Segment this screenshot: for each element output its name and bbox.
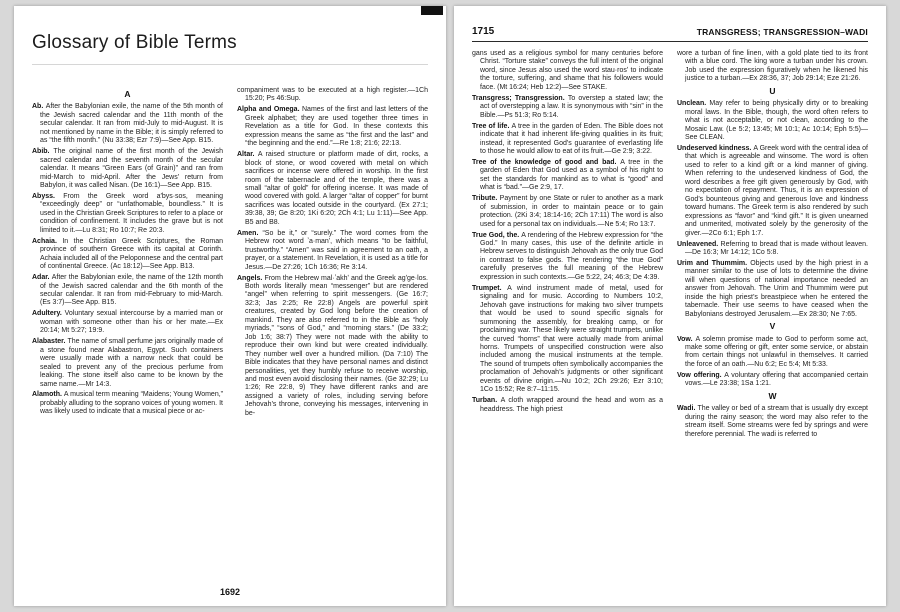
right-page-columns (472, 50, 868, 442)
section-letter: W (768, 390, 777, 401)
entry-term: Urim and Thummim. (677, 259, 751, 267)
glossary-entry: Unclean. May refer to being physically dirty or to breaking moral laws. In the Bible, though, the word often refers to what is not acceptable, or not clean, according to the Mosaic Law. (Le 5:2; 13:45; Mt 10:1; Ac 10:14; Eph 5:5)—See CLEAN. (677, 100, 868, 142)
glossary-entry: Abyss. From the Greek word a′bys·sos, meaning “exceedingly deep” or “unfathomable, boundless.” It is used in the Christian Greek Scriptures to refer to a place or condition of confinement. It includes the grave but is not limited to it.—Lu 8:31; Ro 10:7; Re 20:3. (32, 192, 224, 234)
entry-term: Vow offering. (677, 371, 725, 379)
entry-term: Alpha and Omega. (237, 106, 302, 114)
entry-term: Tribute. (472, 195, 500, 203)
glossary-entry: True God, the. A rendering of the Hebrew expression for “the God.” In many cases, this use of the definite article in Hebrew serves to distinguish Jehovah as the only true God in contrast to false gods. The rendering “the true God” carefully preserves the full meaning of the Hebrew expression in such contexts.—Ge 5:22, 24; 46:3; De 4:39. (472, 231, 663, 281)
running-head: TRANSGRESS; TRANSGRESSION–WADI (696, 27, 868, 37)
glossary-entry: Vow. A solemn promise made to God to perform some act, make some offering or gift, enter some service, or abstain from certain things not unlawful in themselves. It carried the force of an oath.—Nu 6:2; Ec 5:4; Mt 5:33. (677, 335, 869, 368)
entry-term: Trumpet. (472, 284, 508, 292)
entry-term: True God, the. (472, 231, 522, 239)
section-letter: A (124, 89, 131, 99)
continued-text: wore a turban of fine linen, with a gold plate tied to its front with a blue cord. The king wore a turban under his crown. Job used the expression figuratively when he likened his justice to a turban.—Ex 28:36, 37; Job 29:14; Eze 21:26. (677, 50, 868, 83)
glossary-entry: Tree of the knowledge of good and bad. A tree in the garden of Eden that God used as a symbol of his right to set the standards for mankind as to what is “good” and what is “bad.”—Ge 2:9, 17. (472, 158, 663, 192)
continued-text: companiment was to be executed at a high register.—1Ch 15:20; Ps 46:Sup. (237, 87, 428, 103)
entry-term: Vow. (677, 335, 696, 343)
section-letter: U (769, 85, 776, 96)
entry-term: Undeserved kindness. (677, 145, 754, 153)
glossary-entry: Adar. After the Babylonian exile, the name of the 12th month of the Jewish sacred calendar and the 6th month of the secular calendar. It ran from mid-February to mid-March. (Es 3:7)—See App. B15. (32, 274, 223, 307)
section-letter: V (769, 321, 776, 332)
entry-term: Wadi. (677, 405, 698, 413)
left-page-content (14, 6, 446, 606)
glossary-entry: Achaia. In the Christian Greek Scriptures, the Roman province of southern Greece with its capital at Corinth. Achaia included all of the Peloponnese and the central part of continental Greece. (Ac 18:12)—See App. B13. (32, 237, 223, 271)
glossary-entry: Tribute. Payment by one State or ruler to another as a mark of submission, in order to maintain peace or to gain protection. (2Ki 3:4; 18:14-16; 2Ch 17:11) The word is also used for a personal tax on individuals.—Ne 5:4; Ro 13:7. (472, 195, 663, 228)
entry-term: Tree of the knowledge of good and bad. (472, 158, 621, 166)
entry-term: Adultery. (32, 310, 65, 318)
glossary-entry: Amen. “So be it,” or “surely.” The word comes from the Hebrew root word ʼa·manʹ, which means “to be faithful, trustworthy.” “Amen” was said in agreement to an oath, a prayer, or a statement. In Revelation, it is used as a title for Jesus.—De 27:26; 1Ch 16:36; Re 3:14. (237, 229, 428, 271)
glossary-entry: Trumpet. A wind instrument made of metal, used for signaling and for music. According to Numbers 10:2, Jehovah gave instructions for making two silver trumpets that would be used to sound specific signals for summoning the assembly, for breaking camp, or for proclaiming war. These likely were straight trumpets, unlike the curved “horns” that were actually made from animal horns. Trumpets of unspecified construction were also included among the musical instruments at the temple. The sound of trumpets often symbolically accompanies the proclamation of Jehovah’s judgments or other significant events of divine origin.—Nu 10:2; 2Ch 29:26; Ezr 3:10; 1Co 15:52; Re 8:7–11:15. (472, 284, 663, 394)
entry-term: Tree of life. (472, 122, 512, 130)
glossary-entry: Unleavened. Referring to bread that is made without leaven.—De 16:3; Mr 14:12; 1Co 5:8. (677, 240, 869, 256)
glossary-entry: Ab. After the Babylonian exile, the name of the 5th month of the Jewish sacred calendar and the 11th month of the secular calendar. It ran from mid-July to mid-August. It is not mentioned by name in the Bible; it is simply referred to as “the fifth month.” (Nu 33:38; Ezr 7:9)—See App. B15. (32, 103, 223, 145)
text-column (472, 50, 663, 442)
text-column (677, 50, 868, 442)
entry-term: Angels. (237, 274, 265, 282)
glossary-entry: Abib. The original name of the first month of the Jewish sacred calendar and the seventh month of the secular calendar. It means “Green Ears (of Grain)” and ran from mid-March to mid-April. After the Jews’ return from Babylon, it was called Nisan. (De 16:1)—See App. B15. (32, 148, 223, 190)
entry-term: Unleavened. (677, 240, 721, 248)
page-title: Glossary of Bible Terms (32, 32, 237, 53)
entry-term: Achaia. (32, 237, 63, 245)
continued-text: gans used as a religious symbol for many centuries before Christ. “Torture stake” conveys the full intent of the original word, since Jesus also used the word stau·rosʹ to indicate the torture, suffering, and shame that his followers would face. (Mt 16:24; Heb 12:2)—See STAKE. (472, 50, 663, 91)
entry-term: Abib. (32, 148, 54, 156)
entry-term: Unclean. (677, 100, 710, 108)
entry-term: Alamoth. (32, 391, 64, 399)
glossary-entry: Tree of life. A tree in the garden of Eden. The Bible does not indicate that it had inherent life-giving qualities in its fruit; instead, it represented God’s guarantee of everlasting life to those he would allow to eat of its fruit.—Ge 2:9; 3:22. (472, 122, 663, 155)
glossary-entry: Vow offering. A voluntary offering that accompanied certain vows.—Le 23:38; 1Sa 1:21. (677, 371, 868, 388)
entry-term: Altar. (237, 151, 258, 159)
title-divider (32, 64, 428, 65)
glossary-entry: Urim and Thummim. Objects used by the high priest in a manner similar to the use of lots to determine the divine will when questions of national importance needed an answer from Jehovah. The Urim and Thummim were put inside the high priest’s breastpiece when he entered the tabernacle. Their use seems to have ceased when the Babylonians destroyed Jerusalem.—Ex 28:30; Ne 7:65. (677, 259, 868, 318)
entry-term: Alabaster. (32, 338, 68, 346)
glossary-entry: Turban. A cloth wrapped around the head and worn as a headdress. The high priest (472, 397, 663, 413)
entry-term: Transgress; Transgression. (472, 94, 568, 102)
running-header (472, 6, 868, 42)
glossary-entry: Altar. A raised structure or platform made of dirt, rocks, a block of stone, or wood covered with metal on which sacrifices or incense were offered in worship. In the first room of the tabernacle and of the temple, there was a small “altar of gold” for offering incense. It was made of wood covered with gold. A larger “altar of copper” for burnt sacrifices was located outside in the courtyard. (Ex 27:1; 39:38, 39; Ge 8:20; 1Ki 6:20; 2Ch 4:1; Lu 1:11)—See App. B5 and B8. (237, 151, 428, 226)
right-page (454, 6, 886, 606)
glossary-entry: Transgress; Transgression. To overstep a stated law; the act of overstepping a law. It is synonymous with “sin” in the Bible.—Ps 51:3; Ro 5:14. (472, 94, 664, 119)
entry-term: Turban. (472, 397, 501, 405)
right-page-content (454, 6, 886, 606)
entry-term: Ab. (32, 103, 46, 111)
glossary-entry: Undeserved kindness. A Greek word with the central idea of that which is agreeable and winsome. The word is often used to refer to a kind gift or a kind manner of giving. When referring to the undeserved kindness of God, the word describes a free gift given generously by God, with no expectation of repayment. Thus, it is an expression of God’s bounteous giving and generous love and kindness toward humans. The Greek term is also rendered by such expressions as “favor” and “kind gift.” It is given unearned and unmerited, motivated solely by the generosity of the giver.—2Co 6:1; Eph 1:7. (677, 145, 868, 237)
glossary-entry: Wadi. The valley or bed of a stream that is usually dry except during the rainy season; the word may also refer to the stream itself. Some streams were fed by springs and were therefore perennial. The wadi is referred to (677, 405, 868, 438)
page-number: 1715 (472, 26, 495, 37)
glossary-entry: Angels. From the Hebrew mal·ʼakhʹ and the Greek agʹge·los. Both words literally mean “messenger” but are rendered “angel” when referring to spirit messengers. (Ge 16:7; 32:3; Jas 2:25; Re 22:8) Angels are powerful spirit creatures, created by God long before the creation of mankind. They are also referred to in the Bible as “holy myriads,” “sons of God,” and “morning stars.” (De 33:2; Job 1:6; 38:7) They were not made with the ability to reproduce their own kind but were created individually. They number well over a hundred million. (Da 7:10) The Bible indicates that they have personal names and distinct personalities, yet they humbly refuse to receive worship, and most even avoid disclosing their names. (Ge 32:29; Lu 1:26; Re 22:8, 9) They have different ranks and are assigned a variety of roles, including serving before Jehovah’s throne, conveying his messages, intervening in be- (237, 274, 428, 417)
page-number: 1692 (219, 587, 241, 597)
entry-term: Adar. (32, 274, 52, 282)
glossary-entry: Alpha and Omega. Names of the first and last letters of the Greek alphabet; they are used together three times in Revelation as a title for God. In these contexts this expression means the same as “the first and the last” and “the beginning and the end.”—Re 1:8; 21:6; 22:13. (237, 106, 429, 148)
glossary-entry: Adultery. Voluntary sexual intercourse by a married man or woman with someone other than his or her mate.—Ex 20:14; Mt 5:27; 19:9. (32, 310, 223, 335)
entry-term: Amen. (237, 229, 263, 237)
left-page (14, 6, 446, 606)
text-column (32, 87, 223, 421)
text-column (237, 87, 428, 421)
left-page-columns (32, 87, 428, 421)
glossary-entry: Alamoth. A musical term meaning “Maidens; Young Women,” probably alluding to the soprano voices of young women. It was likely used to indicate that a musical piece or ac- (32, 391, 223, 416)
entry-term: Abyss. (32, 192, 64, 200)
glossary-entry: Alabaster. The name of small perfume jars originally made of a stone found near Alabastron, Egypt. Such containers were usually made with a narrow neck that could be sealed to prevent any of the precious perfume from leaking. The stone itself also came to be known by the same name.—Mr 14:3. (32, 338, 223, 388)
